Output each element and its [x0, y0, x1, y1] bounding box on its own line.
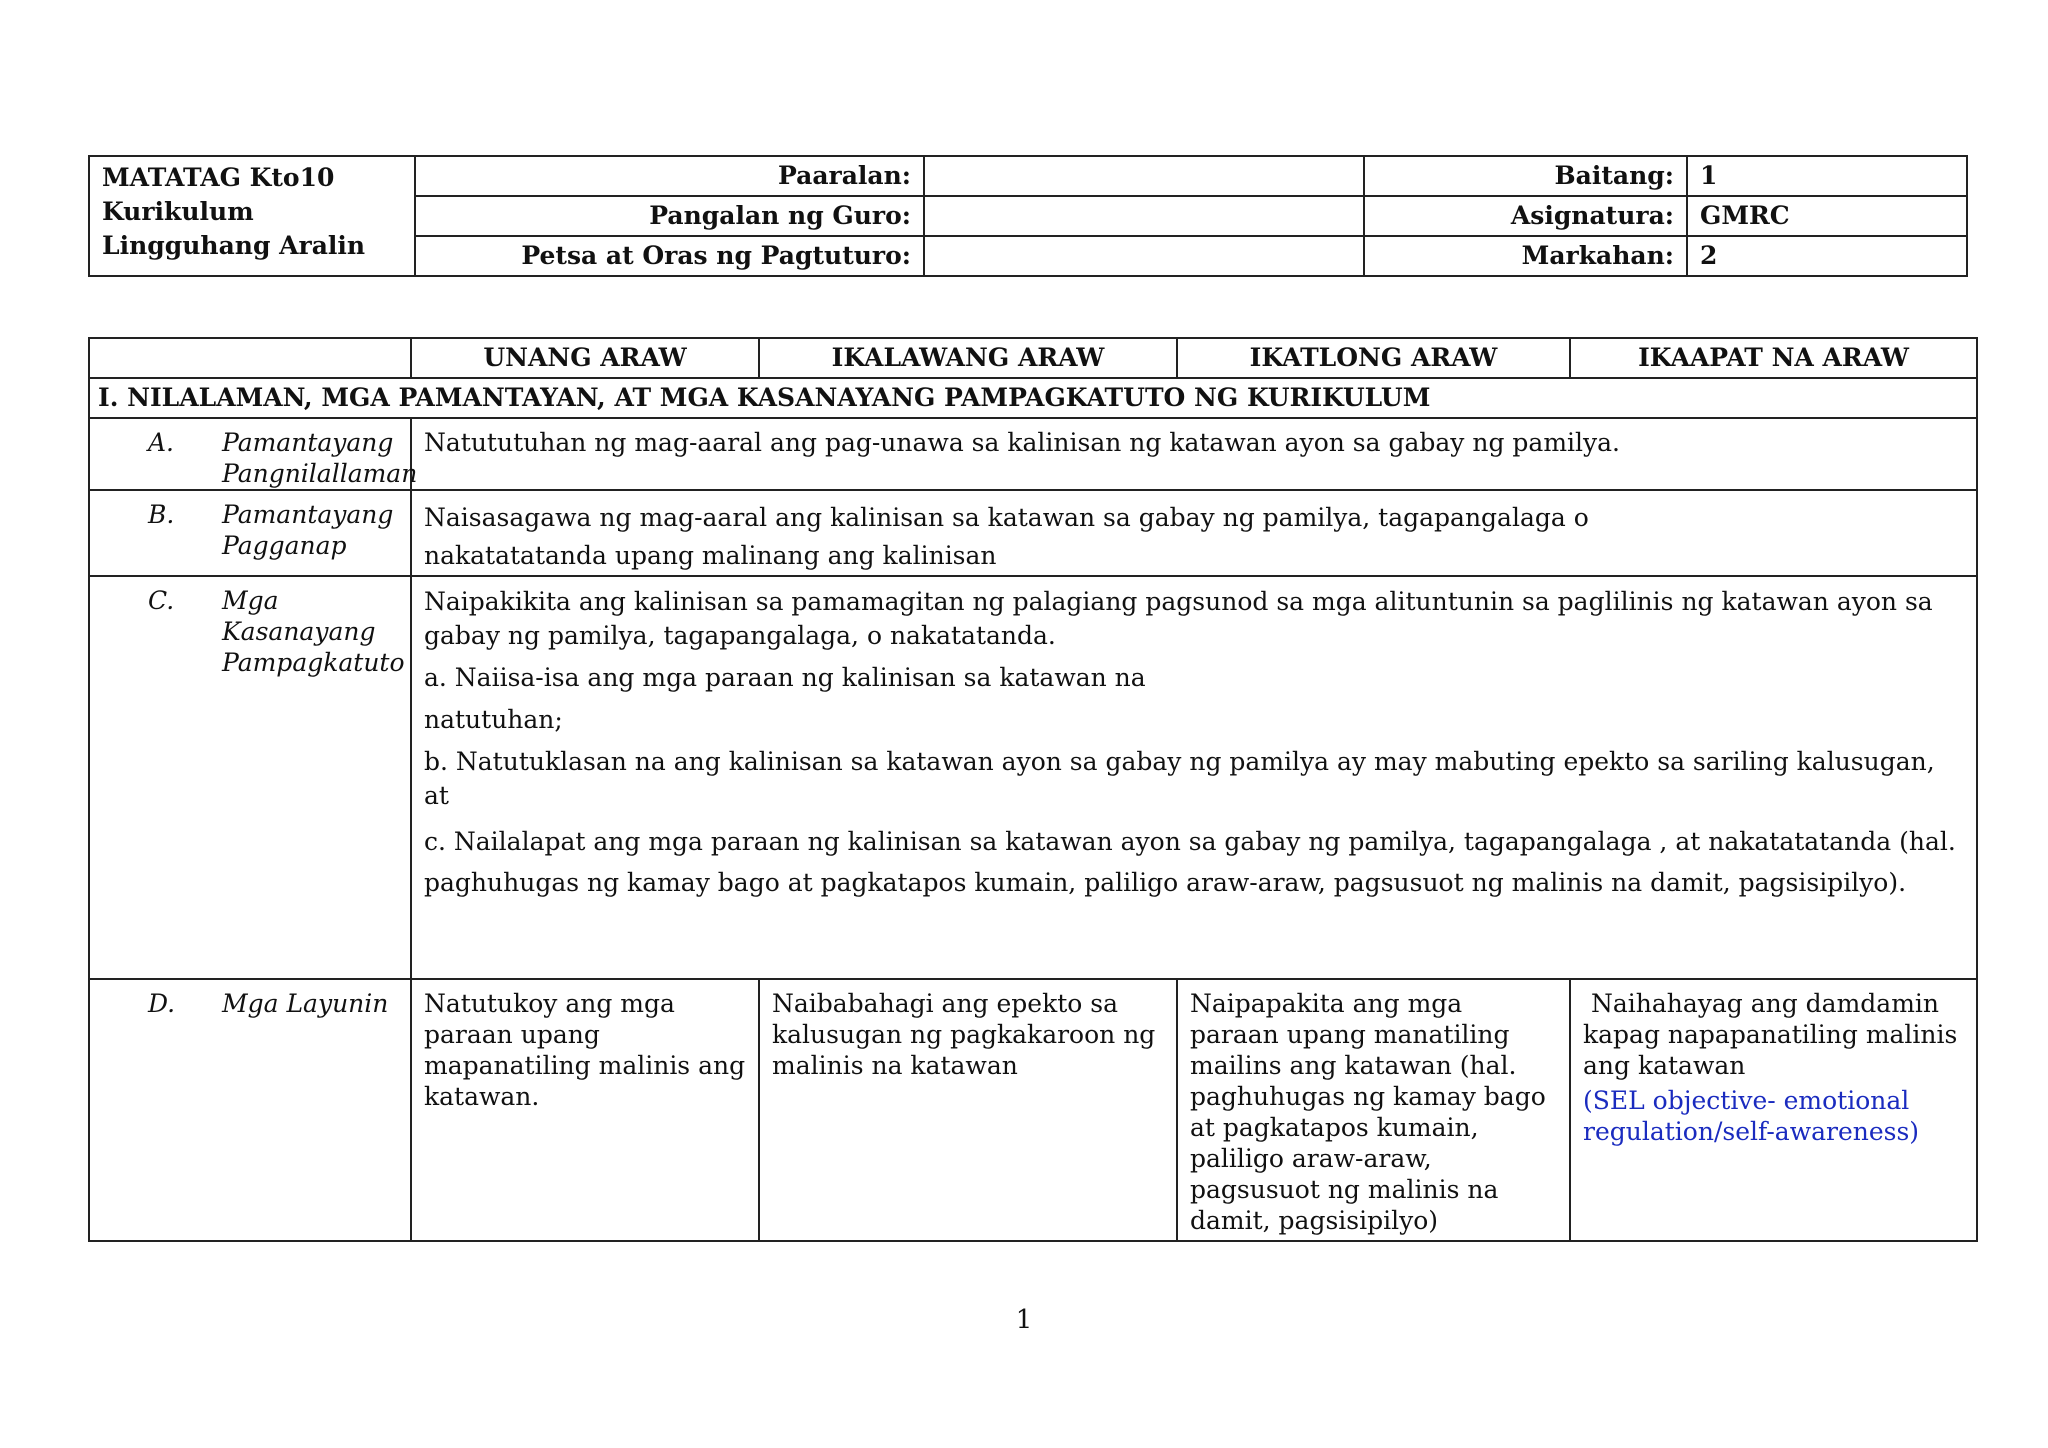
header-table: [88, 155, 1968, 277]
teacher-field[interactable]: [924, 196, 1364, 236]
row-c-label-line-1: Mga: [222, 586, 279, 615]
performance-standard-line-2: nakatatatanda upang malinang ang kalinisan: [424, 541, 997, 570]
competency-c: c. Nailalapat ang mga paraan ng kalinisan sa katawan ayon sa gabay ng pamilya, tagapangalaga , at nakatatatanda (hal. paghuhugas ng kamay bago at pagkatapos kumain, paliligo araw-araw, pagsusuot ng malinis na damit, pagsisipilyo).: [424, 827, 1956, 897]
date-label: Petsa at Oras ng Pagtuturo:: [415, 236, 924, 276]
row-b-label-line-2: Pagganap: [222, 531, 347, 560]
row-a-marker: A.: [148, 428, 175, 457]
learning-competencies: [411, 576, 1977, 979]
quarter-label: Markahan:: [1364, 236, 1687, 276]
grade-label: Baitang:: [1364, 156, 1687, 196]
title-line-2: Kurikulum: [102, 197, 254, 226]
row-a-label-line-1: Pamantayang: [222, 428, 394, 457]
date-field[interactable]: [924, 236, 1364, 276]
day-header-2: IKALAWANG ARAW: [759, 338, 1177, 378]
objective-day-2: Naibabahagi ang epekto sa kalusugan ng pagkakaroon ng malinis na katawan: [759, 979, 1177, 1241]
objective-day-4-text: Naihahayag ang damdamin kapag napapanatiling malinis ang katawan: [1583, 989, 1966, 1080]
school-field[interactable]: [924, 156, 1364, 196]
title-line-3: Lingguhang Aralin: [102, 231, 366, 260]
lesson-plan-table: [88, 337, 1978, 1242]
section-title: I. NILALAMAN, MGA PAMANTAYAN, AT MGA KASANAYANG PAMPAGKATUTO NG KURIKULUM: [89, 378, 1977, 418]
row-d-label: [89, 979, 411, 1241]
subject-label: Asignatura:: [1364, 196, 1687, 236]
title-line-1: MATATAG Kto10: [102, 163, 335, 192]
row-b-label-line-1: Pamantayang: [222, 500, 394, 529]
objective-day-3: Naipapakita ang mga paraan upang manatiling mailins ang katawan (hal. paghuhugas ng kamay bago at pagkatapos kumain, paliligo araw-araw, pagsusuot ng malinis na damit, pagsisipilyo): [1177, 979, 1570, 1241]
quarter-value: 2: [1687, 236, 1967, 276]
row-d-label-text: Mga Layunin: [222, 989, 389, 1018]
day-header-4: IKAAPAT NA ARAW: [1570, 338, 1977, 378]
competency-b: b. Natutuklasan na ang kalinisan sa katawan ayon sa gabay ng pamilya ay may mabuting epekto sa sariling kalusugan, at: [424, 747, 1935, 810]
row-d-marker: D.: [148, 989, 176, 1018]
row-a-label: [89, 418, 418, 490]
row-c-label-line-2: Kasanayang: [222, 617, 376, 646]
page-number: 1: [1015, 1305, 1033, 1335]
row-c-label: [89, 576, 411, 979]
day-header-row: [89, 338, 1977, 378]
lesson-title: [89, 156, 415, 276]
row-a-label-line-2: Pangnilallaman: [222, 459, 418, 488]
competency-a-line-1: a. Naiisa-isa ang mga paraan ng kalinisan sa katawan na: [424, 663, 1146, 692]
objective-day-1: Natutukoy ang mga paraan upang mapanatiling malinis ang katawan.: [411, 979, 759, 1241]
content-standard: Natututuhan ng mag-aaral ang pag-unawa sa kalinisan ng katawan ayon sa gabay ng pamilya.: [411, 418, 1977, 490]
day-header-3: IKATLONG ARAW: [1177, 338, 1570, 378]
competency-a-line-2: natutuhan;: [424, 705, 563, 734]
sel-objective-note: (SEL objective- emotional regulation/self-awareness): [1583, 1086, 1920, 1146]
performance-standard-line-1: Naisasagawa ng mag-aaral ang kalinisan sa katawan sa gabay ng pamilya, tagapangalaga o: [424, 503, 1589, 532]
grade-value: 1: [1687, 156, 1967, 196]
day-header-1: UNANG ARAW: [411, 338, 759, 378]
subject-value: GMRC: [1687, 196, 1967, 236]
row-c-label-line-3: Pampagkatuto: [222, 648, 405, 677]
objective-day-4: [1570, 979, 1977, 1241]
empty-corner-cell: [89, 338, 411, 378]
row-b-marker: B.: [148, 500, 175, 529]
performance-standard: [411, 490, 1977, 576]
competency-intro: Naipakikita ang kalinisan sa pamamagitan ng palagiang pagsunod sa mga alituntunin sa paglilinis ng katawan ayon sa gabay ng pamilya, tagapangalaga, o nakatatanda.: [424, 587, 1933, 650]
row-b-label: [89, 490, 411, 576]
school-label: Paaralan:: [415, 156, 924, 196]
teacher-label: Pangalan ng Guro:: [415, 196, 924, 236]
row-c-marker: C.: [148, 586, 175, 615]
